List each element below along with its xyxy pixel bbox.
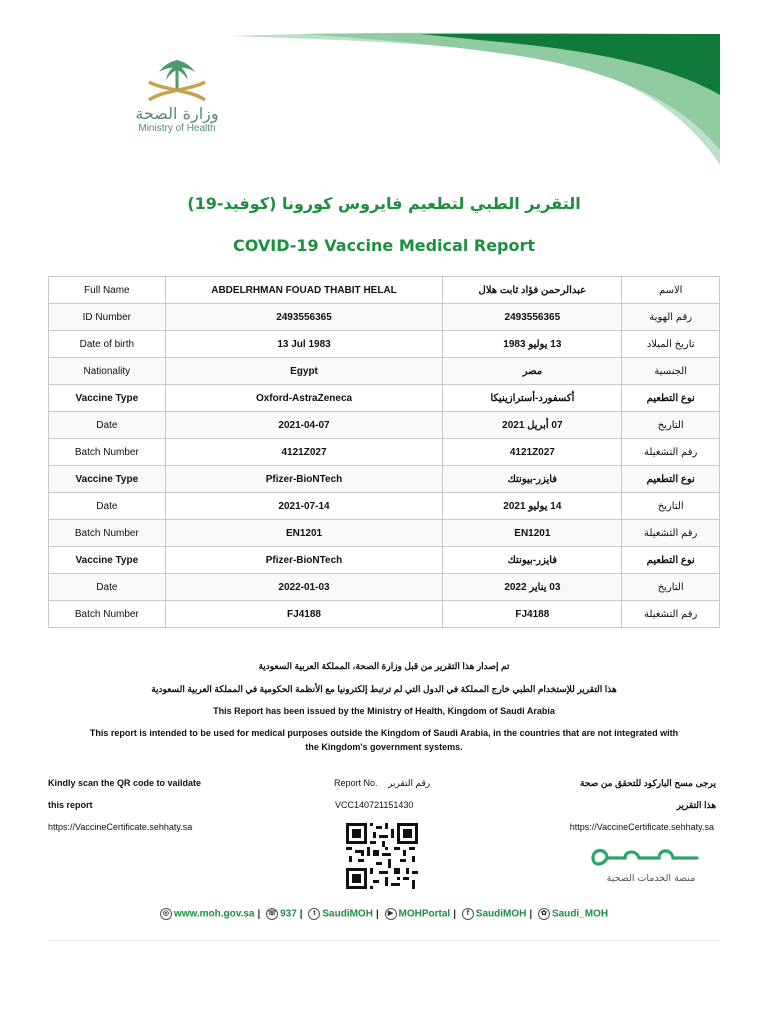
- row-label-ar: نوع التطعيم: [622, 466, 720, 493]
- sehhaty-logo: [585, 840, 705, 886]
- separator: |: [257, 908, 261, 920]
- row-value-en: Pfizer-BioNTech: [165, 466, 443, 493]
- row-value-ar: مصر: [443, 358, 622, 385]
- report-no-value: VCC140721151430: [335, 800, 414, 810]
- note-usage-en-1: This report is intended to be used for medical purposes outside the Kingdom of Saudi Arabia, in the countries that are not integrated with: [89, 728, 679, 738]
- vaccine-report-table: [48, 276, 720, 628]
- row-value-en: 2021-04-07: [165, 412, 443, 439]
- table-row: [49, 466, 720, 493]
- row-label-ar: الاسم: [622, 277, 720, 304]
- website-link[interactable]: www.moh.gov.sa: [173, 908, 255, 920]
- row-value-ar: 07 أبريل 2021: [443, 412, 622, 439]
- row-label-en: Date: [49, 493, 166, 520]
- snapchat-handle[interactable]: Saudi_MOH: [551, 908, 609, 920]
- report-no-label-en: Report No.: [334, 778, 378, 788]
- row-label-ar: نوع التطعيم: [622, 385, 720, 412]
- logo-text-en: Ministry of Health: [138, 123, 216, 134]
- row-value-ar: فايزر-بيونتك: [443, 547, 622, 574]
- note-issued-ar: تم إصدار هذا التقرير من قبل وزارة الصحة، المملكة العربية السعودية: [258, 661, 510, 671]
- report-title-en: COVID-19 Vaccine Medical Report: [232, 236, 536, 255]
- note-usage-en-2: the Kingdom's government systems.: [305, 742, 463, 752]
- row-label-ar: الجنسية: [622, 358, 720, 385]
- table-row: [49, 574, 720, 601]
- row-value-en: 2022-01-03: [165, 574, 443, 601]
- row-label-en: Date: [49, 574, 166, 601]
- row-label-en: Full Name: [49, 277, 166, 304]
- facebook-icon: f: [462, 908, 474, 920]
- youtube-channel[interactable]: MOHPortal: [398, 908, 451, 920]
- footer-divider: [48, 940, 720, 941]
- phone-icon: ☏: [266, 908, 278, 920]
- moh-logo: [122, 56, 232, 140]
- row-label-en: Vaccine Type: [49, 385, 166, 412]
- row-label-en: Vaccine Type: [49, 547, 166, 574]
- table-row: [49, 493, 720, 520]
- row-value-en: ABDELRHMAN FOUAD THABIT HELAL: [165, 277, 443, 304]
- qr-code[interactable]: [346, 823, 418, 889]
- twitter-icon: t: [308, 908, 320, 920]
- row-value-ar: FJ4188: [443, 601, 622, 628]
- row-value-ar: 4121Z027: [443, 439, 622, 466]
- table-row: [49, 547, 720, 574]
- palm-swords-icon: [139, 56, 215, 106]
- row-label-ar: التاريخ: [622, 493, 720, 520]
- separator: |: [453, 908, 457, 920]
- row-value-en: Egypt: [165, 358, 443, 385]
- separator: |: [299, 908, 303, 920]
- row-value-en: Pfizer-BioNTech: [165, 547, 443, 574]
- row-value-en: 2493556365: [165, 304, 443, 331]
- note-issued-en: This Report has been issued by the Ministry of Health, Kingdom of Saudi Arabia: [213, 706, 555, 716]
- row-value-ar: 13 يوليو 1983: [443, 331, 622, 358]
- verify-url-en[interactable]: https://VaccineCertificate.sehhaty.sa: [48, 822, 193, 832]
- separator: |: [529, 908, 533, 920]
- row-value-ar: عبدالرحمن فؤاد ثابت هلال: [443, 277, 622, 304]
- globe-icon: ◎: [160, 908, 172, 920]
- row-label-ar: التاريخ: [622, 412, 720, 439]
- scan-instruction-en-2: this report: [48, 800, 93, 810]
- row-label-ar: رقم التشغيلة: [622, 439, 720, 466]
- row-value-en: Oxford-AstraZeneca: [165, 385, 443, 412]
- table-row: [49, 439, 720, 466]
- phone-number[interactable]: 937: [280, 908, 297, 920]
- table-row: [49, 358, 720, 385]
- twitter-handle[interactable]: SaudiMOH: [322, 908, 373, 920]
- header-wave: [0, 0, 768, 180]
- table-row: [49, 331, 720, 358]
- row-label-en: Date: [49, 412, 166, 439]
- row-label-en: Nationality: [49, 358, 166, 385]
- row-label-en: Vaccine Type: [49, 466, 166, 493]
- table-row: [49, 412, 720, 439]
- verify-url-ar[interactable]: https://VaccineCertificate.sehhaty.sa: [569, 822, 714, 832]
- row-label-en: ID Number: [49, 304, 166, 331]
- scan-instruction-ar-2: هذا التقرير: [676, 800, 716, 810]
- row-value-en: EN1201: [165, 520, 443, 547]
- table-row: [49, 385, 720, 412]
- table-row: [49, 304, 720, 331]
- row-label-ar: رقم التشغيلة: [622, 520, 720, 547]
- report-title-ar: التقرير الطبي لتطعيم فايروس كورونا (كوفيد-19): [187, 194, 581, 213]
- row-value-en: 4121Z027: [165, 439, 443, 466]
- youtube-icon: ▶: [385, 908, 397, 920]
- scan-instruction-en-1: Kindly scan the QR code to vaildate: [48, 778, 202, 788]
- scan-instruction-ar-1: يرجى مسح الباركود للتحقق من صحة: [580, 778, 716, 788]
- row-label-ar: نوع التطعيم: [622, 547, 720, 574]
- table-row: [49, 601, 720, 628]
- row-label-ar: رقم التشغيلة: [622, 601, 720, 628]
- row-value-ar: EN1201: [443, 520, 622, 547]
- row-label-ar: التاريخ: [622, 574, 720, 601]
- row-value-ar: 2493556365: [443, 304, 622, 331]
- row-value-en: FJ4188: [165, 601, 443, 628]
- note-usage-ar: هذا التقرير للإستخدام الطبي خارج المملكة في الدول التي لم ترتبط إلكترونيا مع الأنظمة الحكومية في المملكة العربية السعودية: [151, 684, 617, 694]
- row-value-ar: 14 يوليو 2021: [443, 493, 622, 520]
- row-label-en: Batch Number: [49, 520, 166, 547]
- logo-text-ar: وزارة الصحة: [135, 104, 219, 123]
- row-value-en: 13 Jul 1983: [165, 331, 443, 358]
- row-value-ar: أكسفورد-أسترازينيكا: [443, 385, 622, 412]
- row-label-ar: تاريخ الميلاد: [622, 331, 720, 358]
- row-value-ar: 03 يناير 2022: [443, 574, 622, 601]
- sehhaty-tagline: منصة الخدمات الصحية: [606, 873, 696, 884]
- row-value-ar: فايزر-بيونتك: [443, 466, 622, 493]
- row-label-en: Date of birth: [49, 331, 166, 358]
- row-label-en: Batch Number: [49, 601, 166, 628]
- report-no-label-ar: رقم التقرير: [388, 778, 431, 788]
- snapchat-icon: ✿: [538, 908, 550, 920]
- table-row: [49, 520, 720, 547]
- row-label-ar: رقم الهوية: [622, 304, 720, 331]
- contact-bar: [0, 908, 768, 920]
- row-label-en: Batch Number: [49, 439, 166, 466]
- facebook-page[interactable]: SaudiMOH: [475, 908, 527, 920]
- table-row: [49, 277, 720, 304]
- row-value-en: 2021-07-14: [165, 493, 443, 520]
- separator: |: [375, 908, 379, 920]
